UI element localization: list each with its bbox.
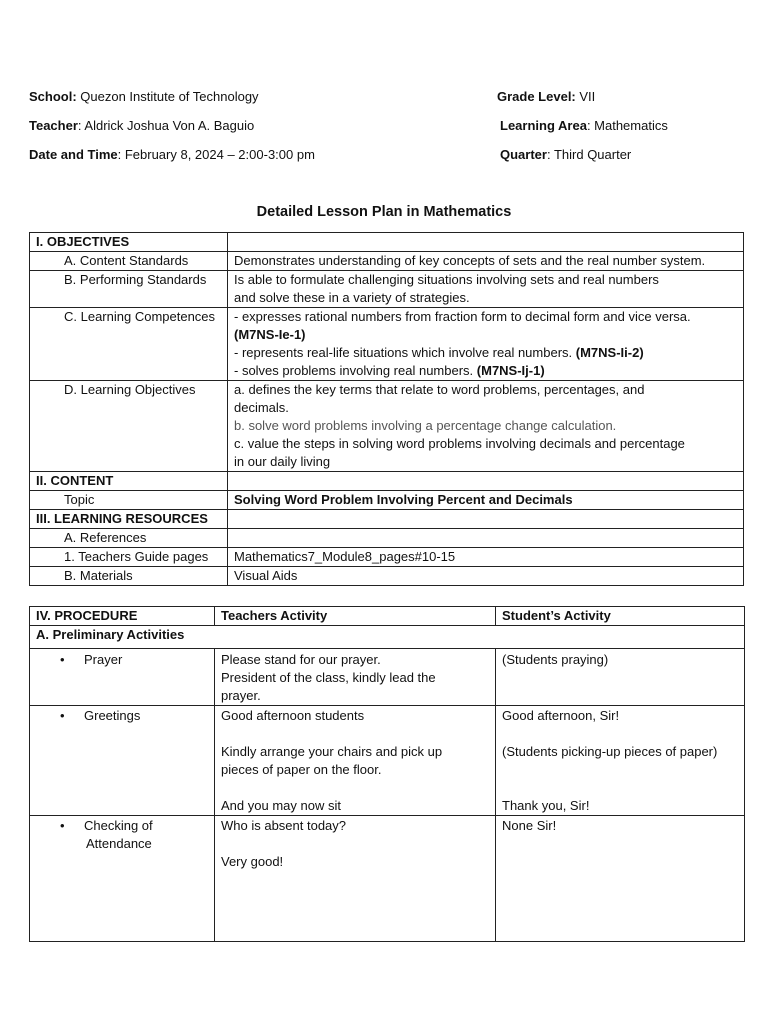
learning-objectives-value (228, 381, 744, 472)
competence-text: - represents real-life situations which involve real numbers. (234, 345, 576, 360)
materials-value: Visual Aids (228, 567, 744, 586)
activity-label: Prayer (84, 652, 123, 667)
teachers-guide-label: 1. Teachers Guide pages (30, 548, 228, 567)
teacher-line: Who is absent today? (221, 818, 347, 833)
teacher-field (29, 118, 254, 133)
activity-label-cell (30, 649, 215, 706)
competence-text: - solves problems involving real numbers. (234, 363, 477, 378)
table-row (30, 252, 744, 271)
area-label: Learning Area (500, 118, 587, 133)
activity-label-cell (30, 816, 215, 942)
preliminary-activities-heading: A. Preliminary Activities (30, 626, 745, 649)
teacher-line: pieces of paper on the floor. (221, 762, 382, 777)
bullet: • (60, 652, 65, 667)
performing-standards-line: Is able to formulate challenging situations involving sets and real numbers (234, 272, 659, 287)
teacher-activity-cell (215, 706, 496, 816)
student-line: None Sir! (502, 818, 557, 833)
table-row (30, 548, 744, 567)
learning-competences-label: C. Learning Competences (30, 308, 228, 381)
teacher-line: prayer. (221, 688, 261, 703)
learning-area-field (500, 118, 668, 133)
teacher-line: And you may now sit (221, 798, 341, 813)
learning-objectives-label: D. Learning Objectives (30, 381, 228, 472)
procedure-heading: IV. PROCEDURE (30, 607, 215, 626)
teacher-line: Kindly arrange your chairs and pick up (221, 744, 443, 759)
area-value: : Mathematics (586, 118, 668, 133)
date-value: : February 8, 2024 – 2:00-3:00 pm (117, 147, 315, 162)
empty-cell (228, 472, 744, 491)
school-value: Quezon Institute of Technology (76, 89, 259, 104)
learning-competences-value (228, 308, 744, 381)
competence-code: (M7NS-Ii-2) (575, 345, 644, 360)
teacher-activity-cell (215, 649, 496, 706)
student-activity-cell (496, 706, 745, 816)
student-line: Thank you, Sir! (502, 798, 590, 813)
spacer (221, 835, 495, 853)
topic-value: Solving Word Problem Involving Percent and Decimals (228, 491, 744, 510)
spacer (221, 779, 495, 797)
activity-label: Attendance (86, 836, 152, 851)
teacher-line: Very good! (221, 854, 284, 869)
table-row (30, 472, 744, 491)
student-line: (Students picking-up pieces of paper) (502, 744, 718, 759)
spacer (221, 725, 495, 743)
competence-item: - expresses rational numbers from fraction form to decimal form and vice versa. (234, 309, 691, 324)
student-line: (Students praying) (502, 652, 609, 667)
competence-item (234, 362, 743, 380)
resources-heading: III. LEARNING RESOURCES (30, 510, 228, 529)
content-heading: II. CONTENT (30, 472, 228, 491)
competence-item (234, 344, 743, 362)
table-row (30, 567, 744, 586)
performing-standards-value (228, 271, 744, 308)
objective-item: in our daily living (234, 454, 331, 469)
student-line: Good afternoon, Sir! (502, 708, 620, 723)
date-label: Date and Time (29, 147, 118, 162)
objective-item: a. defines the key terms that relate to word problems, percentages, and (234, 382, 645, 397)
activity-label: Greetings (84, 708, 141, 723)
school-label: School: (29, 89, 77, 104)
student-activity-cell (496, 816, 745, 942)
spacer (502, 725, 744, 743)
quarter-label: Quarter (500, 147, 547, 162)
spacer (502, 761, 744, 779)
table-row (30, 816, 745, 942)
references-label: A. References (30, 529, 228, 548)
empty-cell (228, 529, 744, 548)
table-row (30, 233, 744, 252)
grade-value: VII (575, 89, 596, 104)
empty-cell (228, 233, 744, 252)
teacher-line: Good afternoon students (221, 708, 365, 723)
grade-label: Grade Level: (497, 89, 576, 104)
students-activity-header: Student’s Activity (496, 607, 745, 626)
procedure-table (29, 606, 745, 942)
performing-standards-label: B. Performing Standards (30, 271, 228, 308)
table-row (30, 706, 745, 816)
table-row (30, 529, 744, 548)
bullet: • (60, 708, 65, 723)
teachers-activity-header: Teachers Activity (215, 607, 496, 626)
lesson-plan-table (29, 232, 744, 586)
bullet: • (60, 818, 65, 833)
table-row (30, 626, 745, 649)
table-row (30, 649, 745, 706)
teacher-line: Please stand for our prayer. (221, 652, 381, 667)
date-time-field (29, 147, 315, 162)
topic-label: Topic (30, 491, 228, 510)
objective-item: c. value the steps in solving word problems involving decimals and percentage (234, 436, 685, 451)
table-row (30, 510, 744, 529)
table-row (30, 381, 744, 472)
competence-code: (M7NS-Ij-1) (476, 363, 545, 378)
objective-item: b. solve word problems involving a percentage change calculation. (234, 418, 617, 433)
table-row (30, 491, 744, 510)
student-activity-cell (496, 649, 745, 706)
objectives-heading: I. OBJECTIVES (30, 233, 228, 252)
activity-label-cell (30, 706, 215, 816)
quarter-value: : Third Quarter (546, 147, 632, 162)
objective-item: decimals. (234, 400, 289, 415)
performing-standards-line: and solve these in a variety of strategies. (234, 290, 470, 305)
teacher-line: President of the class, kindly lead the (221, 670, 436, 685)
table-row (30, 607, 745, 626)
table-row (30, 308, 744, 381)
content-standards-value: Demonstrates understanding of key concepts of sets and the real number system. (228, 252, 744, 271)
teacher-value: : Aldrick Joshua Von A. Baguio (77, 118, 255, 133)
teacher-activity-cell (215, 816, 496, 942)
empty-cell (228, 510, 744, 529)
grade-level-field (497, 89, 595, 104)
quarter-field (500, 147, 631, 162)
materials-label: B. Materials (30, 567, 228, 586)
spacer (502, 779, 744, 797)
content-standards-label: A. Content Standards (30, 252, 228, 271)
activity-label: Checking of (84, 818, 153, 833)
teachers-guide-value: Mathematics7_Module8_pages#10-15 (228, 548, 744, 567)
table-row (30, 271, 744, 308)
teacher-label: Teacher (29, 118, 78, 133)
competence-code: (M7NS-Ie-1) (234, 327, 306, 342)
document-title: Detailed Lesson Plan in Mathematics (256, 204, 512, 220)
school-field (29, 89, 259, 104)
